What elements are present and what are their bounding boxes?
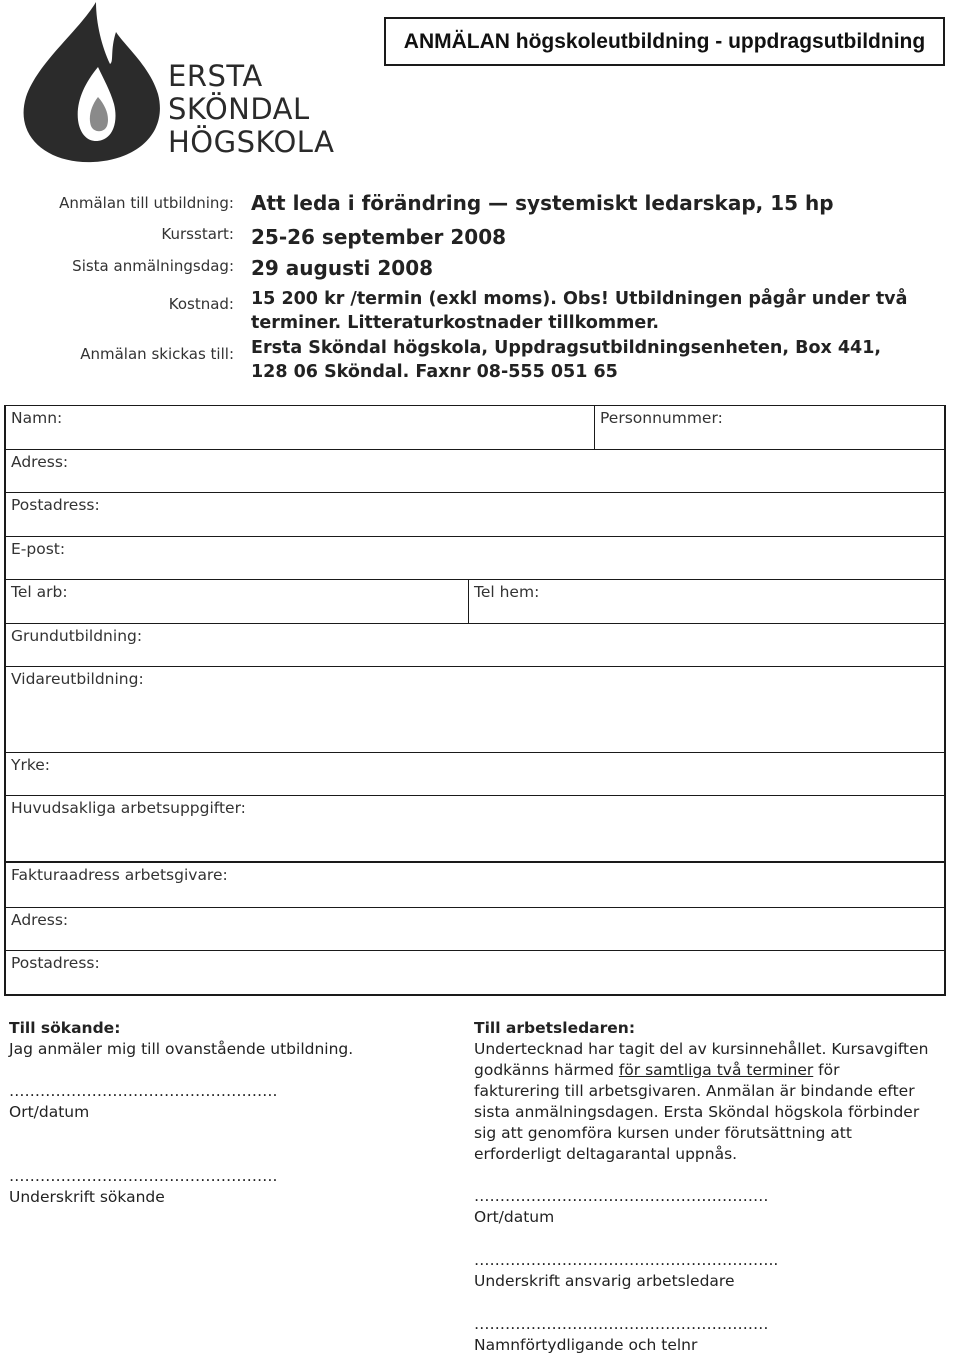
manager-signature-label: Underskrift ansvarig arbetsledare bbox=[474, 1272, 735, 1290]
manager-heading: Till arbetsledaren: bbox=[474, 1019, 636, 1037]
applicant-section bbox=[9, 1018, 449, 1208]
ssn-label: Personnummer: bbox=[600, 409, 723, 427]
logo-line-3: HÖGSKOLA bbox=[168, 125, 335, 159]
name-field[interactable] bbox=[6, 406, 594, 449]
manager-text-part-2: för fakturering till arbetsgivaren. Anmälan är bindande efter sista anmälningsdagen. Ersta Sköndal högskola förbinder sig att genomföra kursen under förutsättning att erforderligt deltagarantal uppnås. bbox=[474, 1061, 920, 1163]
name-label: Namn: bbox=[11, 409, 63, 427]
manager-name-line[interactable]: ………………………………………………… bbox=[474, 1315, 769, 1333]
invoice-postal-field[interactable] bbox=[6, 951, 944, 994]
profession-field[interactable] bbox=[6, 753, 944, 795]
manager-section bbox=[474, 1018, 929, 1356]
tel-home-field[interactable] bbox=[468, 580, 944, 623]
applicant-signature-line[interactable]: ……………………………………………. bbox=[9, 1167, 278, 1185]
manager-place-date-label: Ort/datum bbox=[474, 1208, 555, 1226]
start-label: Kursstart: bbox=[161, 225, 234, 243]
invoice-postal-label: Postadress: bbox=[11, 954, 100, 972]
invoice-address-field[interactable] bbox=[6, 863, 944, 907]
tel-work-field[interactable] bbox=[6, 580, 468, 623]
tel-home-label: Tel hem: bbox=[474, 583, 540, 601]
basic-education-label: Grundutbildning: bbox=[11, 627, 143, 645]
registration-form bbox=[4, 405, 946, 996]
cost-value: 15 200 kr /termin (exkl moms). Obs! Utbildningen pågår under två terminer. Litteraturkostnader tillkommer. bbox=[251, 289, 908, 333]
email-field[interactable] bbox=[6, 537, 944, 579]
flame-drop-logo-icon bbox=[18, 2, 168, 162]
start-value: 25-26 september 2008 bbox=[251, 225, 507, 249]
basic-education-field[interactable] bbox=[6, 624, 944, 666]
applicant-text: Jag anmäler mig till ovanstående utbildning. bbox=[9, 1040, 354, 1058]
applicant-date-line[interactable]: ……………………………………………. bbox=[9, 1082, 278, 1100]
tel-work-label: Tel arb: bbox=[11, 583, 68, 601]
address-field[interactable] bbox=[6, 450, 944, 492]
applicant-signature-label: Underskrift sökande bbox=[9, 1188, 165, 1206]
profession-label: Yrke: bbox=[11, 756, 51, 774]
course-value: Att leda i förändring — systemiskt ledarskap, 15 hp bbox=[251, 191, 834, 215]
logo-line-1: ERSTA bbox=[168, 59, 263, 93]
form-title: ANMÄLAN högskoleutbildning - uppdragsutbildning bbox=[403, 29, 926, 53]
invoice-street-label: Adress: bbox=[11, 911, 69, 929]
logo-line-2: SKÖNDAL bbox=[168, 92, 310, 126]
ersta-skondal-logo bbox=[18, 2, 338, 162]
further-education-field[interactable] bbox=[6, 667, 944, 752]
postal-address-label: Postadress: bbox=[11, 496, 100, 514]
manager-signature-line[interactable]: ………………………………………………….. bbox=[474, 1251, 779, 1269]
send-label: Anmälan skickas till: bbox=[80, 345, 234, 363]
work-duties-label: Huvudsakliga arbetsuppgifter: bbox=[11, 799, 246, 817]
deadline-label: Sista anmälningsdag: bbox=[72, 257, 234, 275]
send-value: Ersta Sköndal högskola, Uppdragsutbildningsenheten, Box 441, 128 06 Sköndal. Faxnr 08-555 051 65 bbox=[251, 338, 882, 382]
course-label: Anmälan till utbildning: bbox=[59, 194, 234, 212]
manager-text-underlined: för samtliga två terminer bbox=[618, 1061, 814, 1079]
manager-name-label: Namnförtydligande och telnr bbox=[474, 1336, 698, 1354]
form-title-box bbox=[384, 17, 945, 66]
postal-address-field[interactable] bbox=[6, 493, 944, 536]
invoice-street-field[interactable] bbox=[6, 908, 944, 950]
invoice-address-label: Fakturaadress arbetsgivare: bbox=[11, 866, 228, 884]
further-education-label: Vidareutbildning: bbox=[11, 670, 144, 688]
ssn-field[interactable] bbox=[594, 406, 944, 449]
cost-label: Kostnad: bbox=[168, 295, 234, 313]
applicant-place-date-label: Ort/datum bbox=[9, 1103, 90, 1121]
manager-date-line[interactable]: ………………………………………………… bbox=[474, 1187, 769, 1205]
deadline-value: 29 augusti 2008 bbox=[251, 256, 434, 280]
manager-text bbox=[474, 1039, 929, 1165]
work-duties-field[interactable] bbox=[6, 796, 944, 861]
applicant-heading: Till sökande: bbox=[9, 1019, 121, 1037]
address-label: Adress: bbox=[11, 453, 69, 471]
email-label: E-post: bbox=[11, 540, 66, 558]
manager-text-part-1: Undertecknad har tagit del av kursinnehållet. Kursavgiften godkänns härmed bbox=[474, 1040, 929, 1079]
